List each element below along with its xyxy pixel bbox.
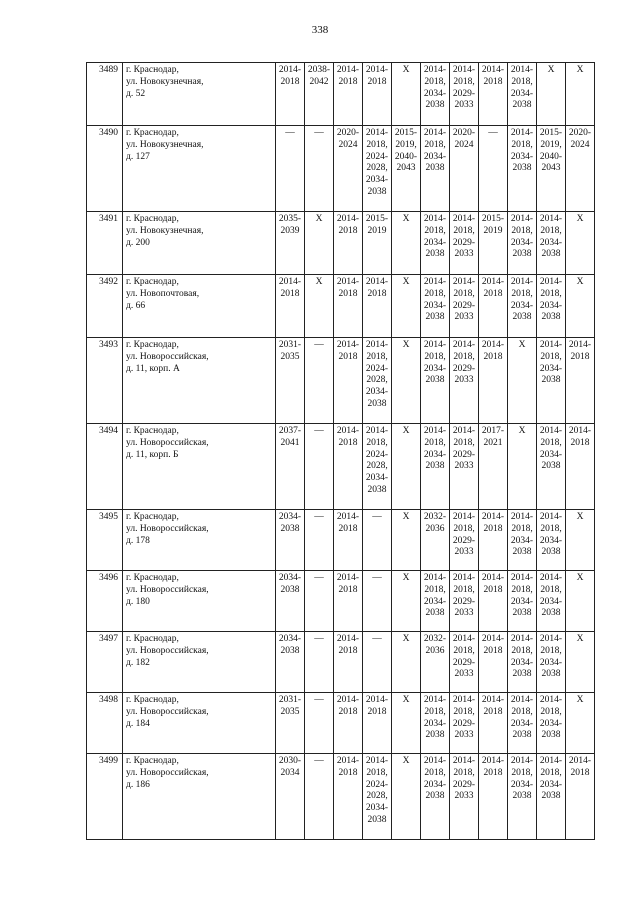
table-row [87, 693, 595, 754]
period-cell: 2014- 2018, 2024- 2028, 2034- 2038 [363, 126, 392, 212]
period-cell: 2038- 2042 [305, 63, 334, 126]
period-cell: 2014- 2018, 2029- 2033 [450, 338, 479, 424]
period-cell: 2014- 2018 [276, 63, 305, 126]
row-number: 3492 [87, 275, 123, 338]
period-cell: 2031- 2035 [276, 338, 305, 424]
period-cell: 2014- 2018, 2034- 2038 [421, 424, 450, 510]
period-cell: Х [392, 424, 421, 510]
period-cell: Х [566, 693, 595, 754]
period-cell: Х [537, 63, 566, 126]
period-cell: 2014- 2018, 2029- 2033 [450, 63, 479, 126]
row-number: 3496 [87, 571, 123, 632]
period-cell: Х [392, 63, 421, 126]
period-cell: 2014- 2018, 2034- 2038 [537, 754, 566, 840]
row-number: 3498 [87, 693, 123, 754]
period-cell: Х [566, 632, 595, 693]
period-cell: 2014- 2018 [363, 693, 392, 754]
period-cell: 2014- 2018 [334, 632, 363, 693]
address-cell: г. Краснодар, ул. Новороссийская, д. 186 [123, 754, 276, 840]
period-cell: 2014- 2018 [276, 275, 305, 338]
period-cell: 2014- 2018, 2029- 2033 [450, 632, 479, 693]
period-cell: — [305, 510, 334, 571]
period-cell: Х [566, 571, 595, 632]
period-cell: 2017- 2021 [479, 424, 508, 510]
period-cell: Х [305, 212, 334, 275]
address-cell: г. Краснодар, ул. Новокузнечная, д. 52 [123, 63, 276, 126]
period-cell: Х [508, 424, 537, 510]
registry-body [87, 63, 595, 840]
period-cell: 2014- 2018, 2034- 2038 [421, 754, 450, 840]
period-cell: 2014- 2018, 2034- 2038 [421, 693, 450, 754]
period-cell: 2014- 2018 [566, 338, 595, 424]
period-cell: 2015- 2019 [479, 212, 508, 275]
period-cell: Х [508, 338, 537, 424]
period-cell: 2014- 2018, 2034- 2038 [508, 212, 537, 275]
period-cell: 2014- 2018, 2029- 2033 [450, 424, 479, 510]
period-cell: Х [392, 754, 421, 840]
table-row [87, 632, 595, 693]
period-cell: 2014- 2018, 2034- 2038 [508, 126, 537, 212]
address-cell: г. Краснодар, ул. Новороссийская, д. 11, корп. А [123, 338, 276, 424]
period-cell: 2020- 2024 [566, 126, 595, 212]
period-cell: 2014- 2018, 2034- 2038 [537, 571, 566, 632]
period-cell: 2014- 2018 [479, 275, 508, 338]
period-cell: Х [392, 693, 421, 754]
period-cell: 2015- 2019, 2040- 2043 [537, 126, 566, 212]
period-cell: 2014- 2018 [479, 693, 508, 754]
period-cell: 2014- 2018, 2034- 2038 [537, 632, 566, 693]
row-number: 3489 [87, 63, 123, 126]
period-cell: 2014- 2018 [566, 424, 595, 510]
period-cell: — [363, 632, 392, 693]
period-cell: — [305, 424, 334, 510]
period-cell: 2014- 2018, 2034- 2038 [421, 275, 450, 338]
period-cell: 2014- 2018, 2029- 2033 [450, 510, 479, 571]
period-cell: 2030- 2034 [276, 754, 305, 840]
period-cell: 2014- 2018 [566, 754, 595, 840]
table-row [87, 63, 595, 126]
period-cell: — [479, 126, 508, 212]
address-cell: г. Краснодар, ул. Новокузнечная, д. 127 [123, 126, 276, 212]
period-cell: 2020- 2024 [450, 126, 479, 212]
period-cell: 2014- 2018, 2029- 2033 [450, 754, 479, 840]
period-cell: Х [566, 63, 595, 126]
period-cell: 2014- 2018, 2029- 2033 [450, 212, 479, 275]
period-cell: — [305, 126, 334, 212]
period-cell: 2014- 2018, 2034- 2038 [421, 212, 450, 275]
period-cell: 2014- 2018, 2034- 2038 [421, 126, 450, 212]
row-number: 3494 [87, 424, 123, 510]
period-cell: 2014- 2018 [334, 510, 363, 571]
period-cell: — [363, 571, 392, 632]
address-cell: г. Краснодар, ул. Новороссийская, д. 180 [123, 571, 276, 632]
period-cell: Х [566, 212, 595, 275]
period-cell: 2014- 2018, 2029- 2033 [450, 571, 479, 632]
period-cell: 2014- 2018, 2034- 2038 [537, 510, 566, 571]
period-cell: 2014- 2018, 2034- 2038 [537, 338, 566, 424]
period-cell: — [305, 754, 334, 840]
address-cell: г. Краснодар, ул. Новороссийская, д. 178 [123, 510, 276, 571]
row-number: 3493 [87, 338, 123, 424]
period-cell: 2014- 2018 [479, 338, 508, 424]
period-cell: 2014- 2018, 2024- 2028, 2034- 2038 [363, 424, 392, 510]
row-number: 3495 [87, 510, 123, 571]
period-cell: 2014- 2018, 2034- 2038 [508, 693, 537, 754]
period-cell: 2014- 2018 [479, 754, 508, 840]
period-cell: 2014- 2018 [479, 632, 508, 693]
period-cell: 2014- 2018, 2034- 2038 [508, 754, 537, 840]
period-cell: 2037- 2041 [276, 424, 305, 510]
table-row [87, 754, 595, 840]
table-row [87, 275, 595, 338]
period-cell: 2014- 2018 [363, 63, 392, 126]
period-cell: 2014- 2018, 2024- 2028, 2034- 2038 [363, 754, 392, 840]
page-number: 338 [311, 24, 329, 36]
period-cell: — [276, 126, 305, 212]
period-cell: 2034- 2038 [276, 571, 305, 632]
period-cell: 2014- 2018, 2034- 2038 [421, 338, 450, 424]
period-cell: Х [392, 338, 421, 424]
period-cell: 2034- 2038 [276, 510, 305, 571]
period-cell: 2035- 2039 [276, 212, 305, 275]
period-cell: Х [392, 275, 421, 338]
period-cell: Х [392, 510, 421, 571]
period-cell: 2014- 2018, 2034- 2038 [537, 212, 566, 275]
period-cell: Х [566, 510, 595, 571]
period-cell: 2014- 2018 [334, 63, 363, 126]
registry-table [86, 62, 595, 840]
period-cell: 2014- 2018, 2029- 2033 [450, 275, 479, 338]
period-cell: Х [392, 571, 421, 632]
period-cell: 2014- 2018 [334, 275, 363, 338]
period-cell: 2014- 2018, 2034- 2038 [508, 63, 537, 126]
period-cell: — [305, 693, 334, 754]
period-cell: 2014- 2018 [363, 275, 392, 338]
period-cell: — [305, 632, 334, 693]
row-number: 3497 [87, 632, 123, 693]
period-cell: 2014- 2018, 2034- 2038 [508, 571, 537, 632]
table-row [87, 424, 595, 510]
address-cell: г. Краснодар, ул. Новороссийская, д. 184 [123, 693, 276, 754]
table-row [87, 571, 595, 632]
period-cell: 2014- 2018, 2034- 2038 [537, 693, 566, 754]
period-cell: 2031- 2035 [276, 693, 305, 754]
period-cell: 2032- 2036 [421, 510, 450, 571]
period-cell: 2014- 2018, 2034- 2038 [421, 571, 450, 632]
period-cell: 2014- 2018, 2034- 2038 [537, 275, 566, 338]
address-cell: г. Краснодар, ул. Новороссийская, д. 182 [123, 632, 276, 693]
table-row [87, 510, 595, 571]
period-cell: 2014- 2018 [334, 338, 363, 424]
period-cell: — [305, 571, 334, 632]
period-cell: 2015- 2019 [363, 212, 392, 275]
address-cell: г. Краснодар, ул. Новопочтовая, д. 66 [123, 275, 276, 338]
period-cell: 2014- 2018, 2034- 2038 [537, 424, 566, 510]
table-row [87, 338, 595, 424]
period-cell: — [305, 338, 334, 424]
period-cell: Х [305, 275, 334, 338]
period-cell: 2014- 2018, 2029- 2033 [450, 693, 479, 754]
period-cell: 2014- 2018 [334, 424, 363, 510]
period-cell: 2014- 2018 [334, 754, 363, 840]
address-cell: г. Краснодар, ул. Новокузнечная, д. 200 [123, 212, 276, 275]
row-number: 3499 [87, 754, 123, 840]
period-cell: 2014- 2018, 2034- 2038 [508, 510, 537, 571]
period-cell: 2032- 2036 [421, 632, 450, 693]
period-cell: 2034- 2038 [276, 632, 305, 693]
address-cell: г. Краснодар, ул. Новороссийская, д. 11, корп. Б [123, 424, 276, 510]
period-cell: Х [392, 632, 421, 693]
period-cell: 2014- 2018, 2024- 2028, 2034- 2038 [363, 338, 392, 424]
period-cell: 2014- 2018 [334, 571, 363, 632]
period-cell: Х [392, 212, 421, 275]
period-cell: 2014- 2018 [479, 571, 508, 632]
period-cell: 2014- 2018 [334, 693, 363, 754]
period-cell: 2014- 2018 [334, 212, 363, 275]
period-cell: Х [566, 275, 595, 338]
period-cell: 2014- 2018, 2034- 2038 [508, 632, 537, 693]
row-number: 3490 [87, 126, 123, 212]
period-cell: 2020- 2024 [334, 126, 363, 212]
period-cell: — [363, 510, 392, 571]
period-cell: 2014- 2018, 2034- 2038 [421, 63, 450, 126]
period-cell: 2014- 2018 [479, 510, 508, 571]
period-cell: 2014- 2018, 2034- 2038 [508, 275, 537, 338]
table-row [87, 212, 595, 275]
table-row [87, 126, 595, 212]
row-number: 3491 [87, 212, 123, 275]
period-cell: 2015- 2019, 2040- 2043 [392, 126, 421, 212]
period-cell: 2014- 2018 [479, 63, 508, 126]
